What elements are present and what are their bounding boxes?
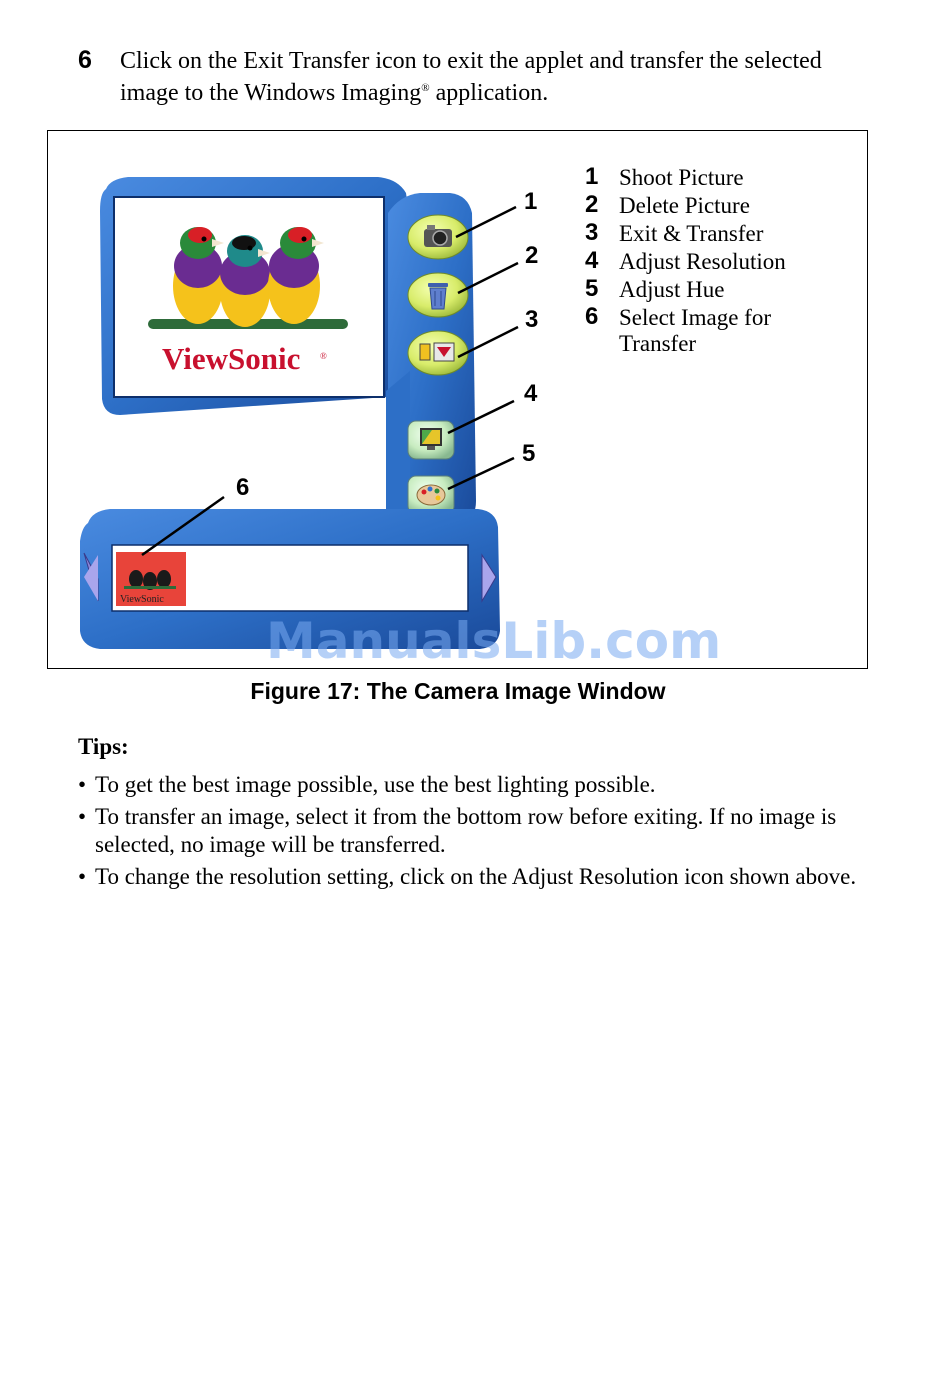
legend-label: Select Image for Transfer	[619, 305, 771, 356]
tip-text: To get the best image possible, use the best lighting possible.	[95, 772, 656, 797]
figure-caption: Figure 17: The Camera Image Window	[250, 678, 666, 704]
tips-heading: Tips:	[78, 734, 129, 759]
adjust-resolution-button[interactable]	[408, 421, 454, 459]
step-number: 6	[78, 46, 92, 74]
legend-item	[585, 275, 865, 303]
legend-item	[585, 191, 865, 219]
bird-left	[173, 227, 224, 324]
figure-frame	[47, 130, 868, 669]
palette-icon	[417, 485, 445, 505]
callout-5: 5	[522, 440, 536, 467]
legend-item	[585, 163, 865, 191]
legend-number: 2	[585, 191, 599, 218]
legend-number: 6	[585, 303, 599, 330]
brand-logo-text: ViewSonic	[162, 341, 301, 376]
thumbnail-logo-text: ViewSonic	[120, 594, 164, 605]
legend-label: Delete Picture	[619, 193, 750, 218]
callout-2: 2	[525, 242, 539, 269]
legend-label: Adjust Resolution	[619, 249, 786, 274]
shoot-picture-button[interactable]	[408, 215, 468, 259]
callout-legend	[585, 163, 865, 357]
legend-label: Shoot Picture	[619, 165, 744, 190]
legend-label: Exit & Transfer	[619, 221, 764, 246]
bullet: •	[78, 772, 87, 797]
exit-transfer-button[interactable]	[408, 331, 468, 375]
thumbnail-item[interactable]	[116, 552, 186, 606]
camera-image-window	[48, 131, 608, 669]
legend-label: Adjust Hue	[619, 277, 725, 302]
tip-item	[78, 863, 878, 891]
tip-text: To transfer an image, select it from the bottom row before exiting. If no image is selected, no image will be transferred.	[95, 804, 837, 857]
tips-list	[78, 771, 878, 895]
image-viewport	[114, 197, 384, 397]
legend-number: 4	[585, 247, 599, 274]
legend-number: 1	[585, 163, 599, 190]
legend-number: 3	[585, 219, 599, 246]
callout-4: 4	[524, 380, 538, 407]
bullet: •	[78, 864, 87, 889]
legend-item	[585, 303, 865, 357]
step-text-end: application.	[429, 80, 549, 106]
callout-6: 6	[236, 474, 250, 501]
delete-picture-button[interactable]	[408, 273, 468, 317]
tip-item	[78, 803, 878, 859]
brand-registered: ®	[320, 351, 327, 361]
callout-1: 1	[524, 188, 538, 215]
bullet: •	[78, 804, 87, 829]
bird-middle	[220, 235, 270, 327]
adjust-hue-button[interactable]	[408, 476, 454, 514]
watermark: ManualsLib.com	[266, 612, 722, 670]
tip-text: To change the resolution setting, click on the Adjust Resolution icon shown above.	[95, 864, 857, 889]
callout-3: 3	[525, 306, 539, 333]
exit-transfer-icon	[420, 343, 454, 361]
legend-item	[585, 247, 865, 275]
tip-item	[78, 771, 878, 799]
step-text-main: Click on the Exit Transfer icon to exit the applet and transfer the selected image to the Windows Imaging	[120, 48, 822, 106]
registered-mark: ®	[421, 82, 430, 94]
step-text	[120, 48, 880, 107]
legend-item	[585, 219, 865, 247]
legend-number: 5	[585, 275, 599, 302]
